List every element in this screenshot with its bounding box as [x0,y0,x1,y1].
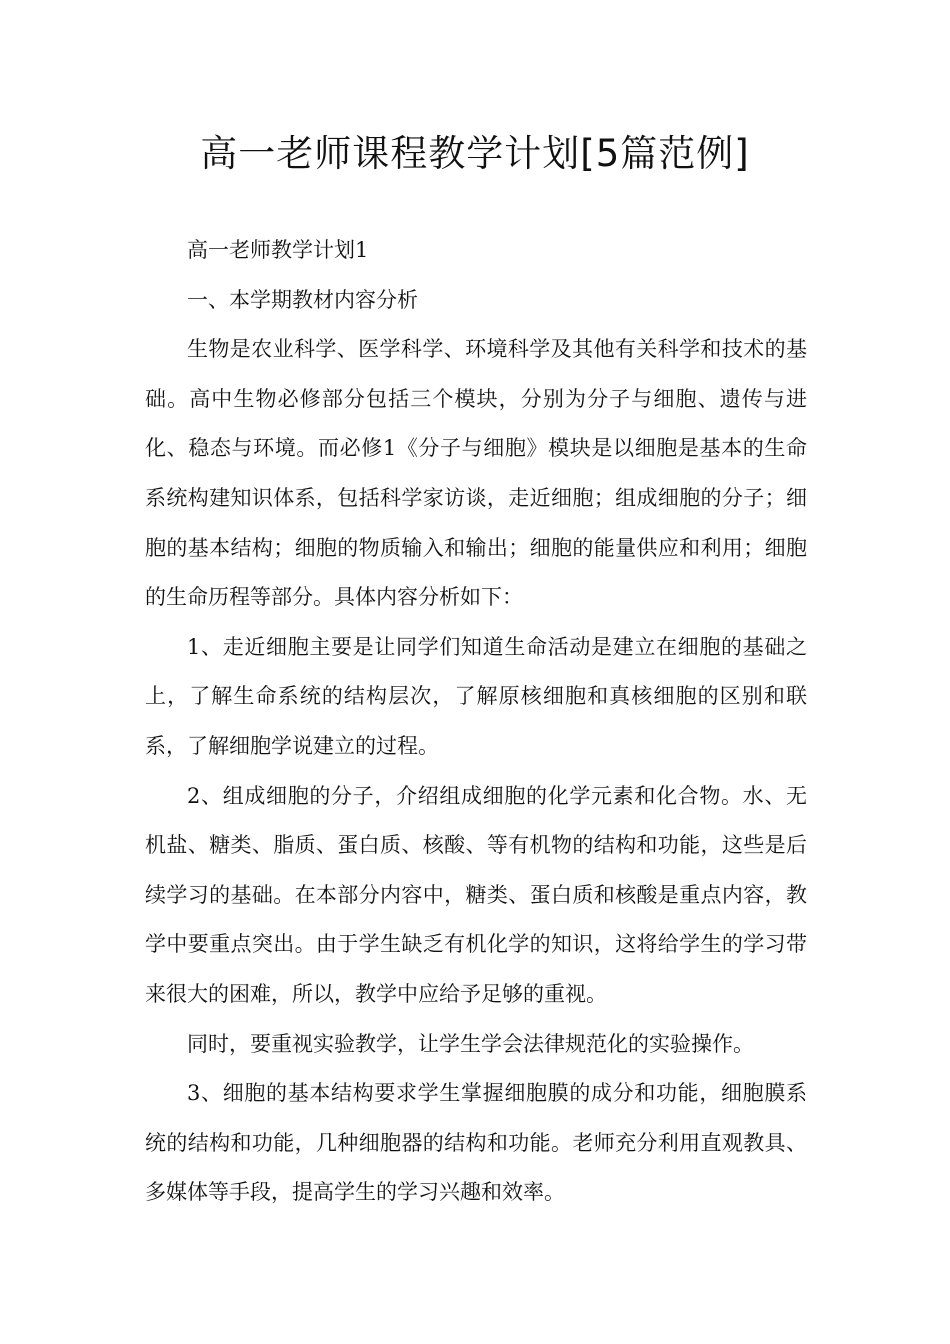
paragraph-item-1: 1、走近细胞主要是让同学们知道生命活动是建立在细胞的基础之上，了解生命系统的结构层次，了解原核细胞和真核细胞的区别和联系，了解细胞学说建立的过程。 [145,634,807,758]
section-heading-plan-1: 高一老师教学计划1 [187,238,369,262]
section-heading-content-analysis: 一、本学期教材内容分析 [187,287,418,312]
paragraph-item-2: 2、组成细胞的分子，介绍组成细胞的化学元素和化合物。水、无机盐、糖类、脂质、蛋白质、核酸、等有机物的结构和功能，这些是后续学习的基础。在本部分内容中，糖类、蛋白质和核酸是重点内容，教学中要重点突出。由于学生缺乏有机化学的知识，这将给学生的学习带来很大的困难，所以，教学中应给予足够的重视。 [145,783,807,1006]
paragraph-intro: 生物是农业科学、医学科学、环境科学及其他有关科学和技术的基础。高中生物必修部分包括三个模块，分别为分子与细胞、遗传与进化、稳态与环境。而必修1《分子与细胞》模块是以细胞是基本的生命系统构建知识体系，包括科学家访谈，走近细胞；组成细胞的分子；细胞的基本结构；细胞的物质输入和输出；细胞的能量供应和利用；细胞的生命历程等部分。具体内容分析如下： [145,337,807,610]
document-body [145,226,807,1218]
paragraph-item-3: 3、细胞的基本结构要求学生掌握细胞膜的成分和功能，细胞膜系统的结构和功能，几种细胞器的结构和功能。老师充分利用直观教具、多媒体等手段，提高学生的学习兴趣和效率。 [145,1081,807,1205]
document-title: 高一老师课程教学计划[5篇范例] [200,132,750,175]
paragraph-experiment-note: 同时，要重视实验教学，让学生学会法律规范化的实验操作。 [187,1031,754,1056]
